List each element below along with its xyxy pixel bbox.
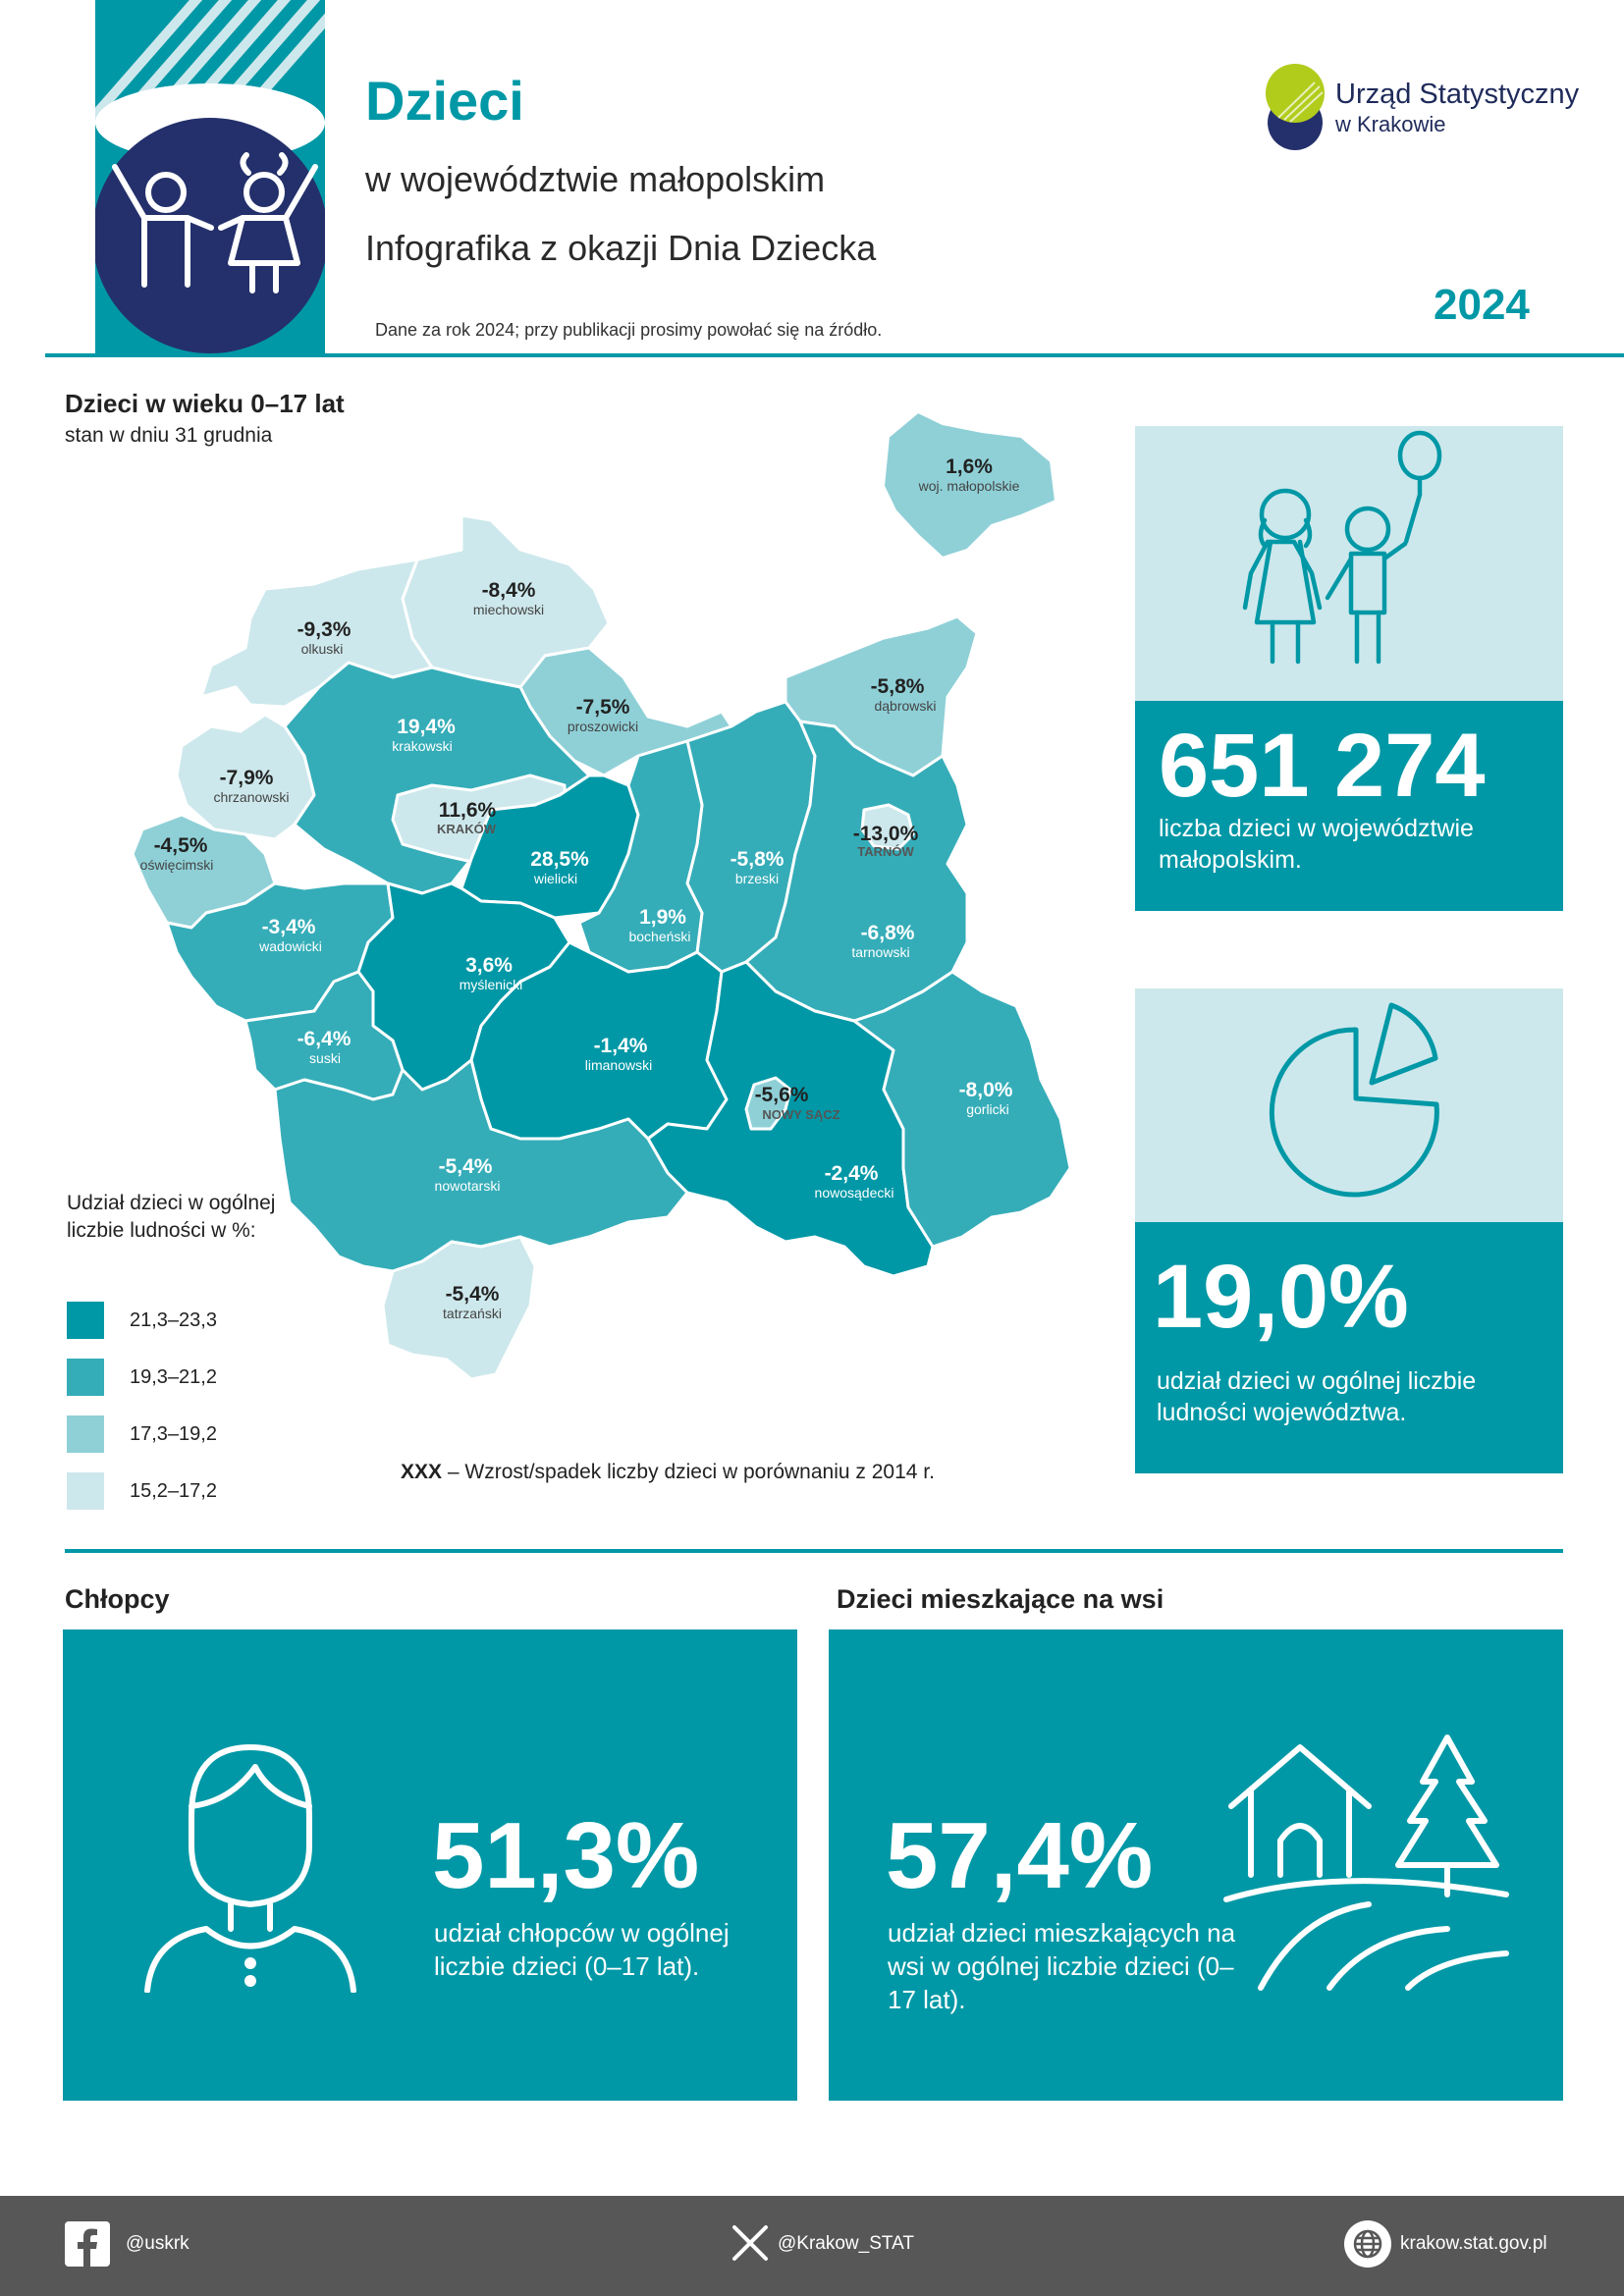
boys-section-title: Chłopcy — [65, 1584, 170, 1614]
legend-swatch — [67, 1415, 104, 1453]
source-note: Dane za rok 2024; przy publikacji prosimy powołać się na źródło. — [375, 320, 883, 340]
map-label-myslenicki-name: myślenicki — [459, 977, 523, 992]
map-title: Dzieci w wieku 0–17 lat — [65, 389, 345, 418]
map-label-chrzanowski-name: chrzanowski — [213, 789, 290, 805]
boys-desc: udział chłopców w ogólnej liczbie dzieci (0–17 lat). — [434, 1918, 730, 1981]
map-label-bochenski-value: 1,9% — [639, 906, 686, 929]
share-value: 19,0% — [1153, 1247, 1409, 1347]
rural-desc: udział dzieci mieszkających na wsi w ogólnej liczbie dzieci (0–17 lat). — [888, 1918, 1236, 2014]
girl-and-boy-icon — [1135, 426, 1563, 701]
map-label-tatrzanski-value: -5,4% — [445, 1283, 500, 1306]
map-label-olkuski-value: -9,3% — [297, 618, 352, 641]
map-label-krakow-value: 11,6% — [438, 799, 497, 822]
map-label-suski-name: suski — [309, 1050, 341, 1066]
year-label: 2024 — [1434, 281, 1530, 329]
share-desc: udział dzieci w ogólnej liczbie ludności województwa. — [1157, 1367, 1477, 1426]
children-count-value: 651 274 — [1159, 716, 1486, 816]
map-label-wielicki-name: wielicki — [533, 871, 578, 886]
map-label-bochenski-name: bocheński — [628, 929, 691, 944]
map-label-miechowski-value: -8,4% — [481, 579, 536, 602]
page-title: Dzieci — [365, 70, 524, 132]
legend-title: Udział dzieci w ogólnej liczbie ludności w %: — [67, 1192, 276, 1242]
map-label-gorlicki-value: -8,0% — [958, 1079, 1013, 1101]
rural-section-title: Dzieci mieszkające na wsi — [837, 1584, 1164, 1614]
facebook-handle[interactable]: @uskrk — [126, 2233, 189, 2254]
facebook-icon[interactable] — [65, 2221, 110, 2267]
map-subtitle: stan w dniu 31 grudnia — [65, 424, 273, 447]
map-label-nowy-sacz-name: NOWY SĄCZ — [762, 1107, 840, 1122]
header-divider — [45, 353, 1624, 357]
legend-swatch — [67, 1302, 104, 1339]
header-banner — [95, 0, 325, 353]
map-label-tarnowski-value: -6,8% — [860, 922, 915, 944]
share-panel — [1135, 1222, 1563, 1473]
map-label-krakowski-name: krakowski — [392, 738, 453, 754]
map-label-brzeski-name: brzeski — [734, 871, 780, 886]
rural-value: 57,4% — [886, 1803, 1154, 1908]
map-label-dabrowski-value: -5,8% — [870, 675, 925, 698]
pie-chart-icon — [1135, 988, 1563, 1222]
boy-portrait-icon — [137, 1728, 363, 1993]
map-label-nowy-sacz-value: -5,6% — [754, 1084, 809, 1106]
legend-label: 21,3–23,3 — [130, 1309, 217, 1331]
logo-text: Urząd Statystyczny — [1335, 79, 1580, 110]
map-label-limanowski-name: limanowski — [584, 1057, 653, 1073]
map-label-nowosadecki-value: -2,4% — [824, 1162, 879, 1185]
map-label-oswiecimski-name: oświęcimski — [139, 857, 214, 873]
boys-panel — [63, 1629, 797, 2101]
map-label-nowotarski-value: -5,4% — [438, 1155, 493, 1178]
share-illustration-panel — [1135, 988, 1563, 1222]
map-label-tarnow-value: -13,0% — [852, 823, 919, 845]
map-label-miechowski-name: miechowski — [472, 602, 545, 617]
map-label-voiv-name: woj. małopolskie — [918, 478, 1020, 494]
map-label-chrzanowski-value: -7,9% — [219, 767, 274, 789]
map-label-wadowicki-name: wadowicki — [259, 938, 322, 954]
page-subtitle-occasion: Infografika z okazji Dnia Dziecka — [365, 228, 877, 268]
map-label-wielicki-value: 28,5% — [530, 848, 589, 871]
map-label-oswiecimski-value: -4,5% — [153, 834, 208, 857]
map-label-suski-value: -6,4% — [297, 1028, 352, 1050]
logo-icon — [1261, 59, 1329, 152]
map-label-nowosadecki-name: nowosądecki — [814, 1185, 894, 1201]
legend-label: 15,2–17,2 — [130, 1480, 217, 1502]
map-label-proszowicki-name: proszowicki — [567, 719, 639, 734]
globe-icon[interactable] — [1343, 2219, 1392, 2269]
boys-value: 51,3% — [432, 1803, 700, 1908]
legend-swatch — [67, 1359, 104, 1396]
map-label-olkuski-name: olkuski — [300, 641, 344, 657]
village-house-icon — [1221, 1728, 1516, 1993]
map-label-brzeski-value: -5,8% — [730, 848, 785, 871]
legend-label: 17,3–19,2 — [130, 1423, 217, 1445]
map-note-marker: XXX — [401, 1461, 443, 1483]
children-count-desc: liczba dzieci w województwie małopolskim. — [1159, 815, 1474, 874]
website-link[interactable]: krakow.stat.gov.pl — [1400, 2233, 1547, 2254]
map-label-proszowicki-value: -7,5% — [575, 696, 630, 719]
map-label-krakowski-value: 19,4% — [397, 716, 456, 738]
map-label-tarnow-name: TARNÓW — [857, 844, 914, 859]
map-label-krakow-name: KRAKÓW — [437, 822, 496, 836]
district-map — [79, 402, 1080, 1404]
children-count-panel — [1135, 701, 1563, 911]
footer — [0, 2196, 1624, 2296]
legend-swatch — [67, 1472, 104, 1510]
x-icon[interactable] — [731, 2223, 770, 2263]
map-label-myslenicki-value: 3,6% — [465, 954, 513, 977]
section-divider — [65, 1549, 1563, 1553]
page-subtitle: w województwie małopolskim — [365, 159, 826, 199]
rural-panel — [829, 1629, 1563, 2101]
children-count-illustration-panel — [1135, 426, 1563, 701]
legend-label: 19,3–21,2 — [130, 1366, 217, 1388]
map-label-tatrzanski-name: tatrzański — [443, 1306, 502, 1321]
map-label-voiv-value: 1,6% — [946, 455, 993, 478]
map-label-tarnowski-name: tarnowski — [851, 944, 910, 960]
map-note-text: – Wzrost/spadek liczby dzieci w porównaniu z 2014 r. — [442, 1461, 935, 1483]
map-label-limanowski-value: -1,4% — [593, 1035, 648, 1057]
x-handle[interactable]: @Krakow_STAT — [778, 2233, 914, 2254]
map-note — [401, 1461, 935, 1484]
logo-subtext: w Krakowie — [1335, 112, 1446, 136]
map-label-nowotarski-name: nowotarski — [434, 1178, 501, 1194]
map-label-gorlicki-name: gorlicki — [966, 1101, 1009, 1117]
map-label-wadowicki-value: -3,4% — [261, 916, 316, 938]
map-label-dabrowski-name: dąbrowski — [874, 698, 937, 714]
